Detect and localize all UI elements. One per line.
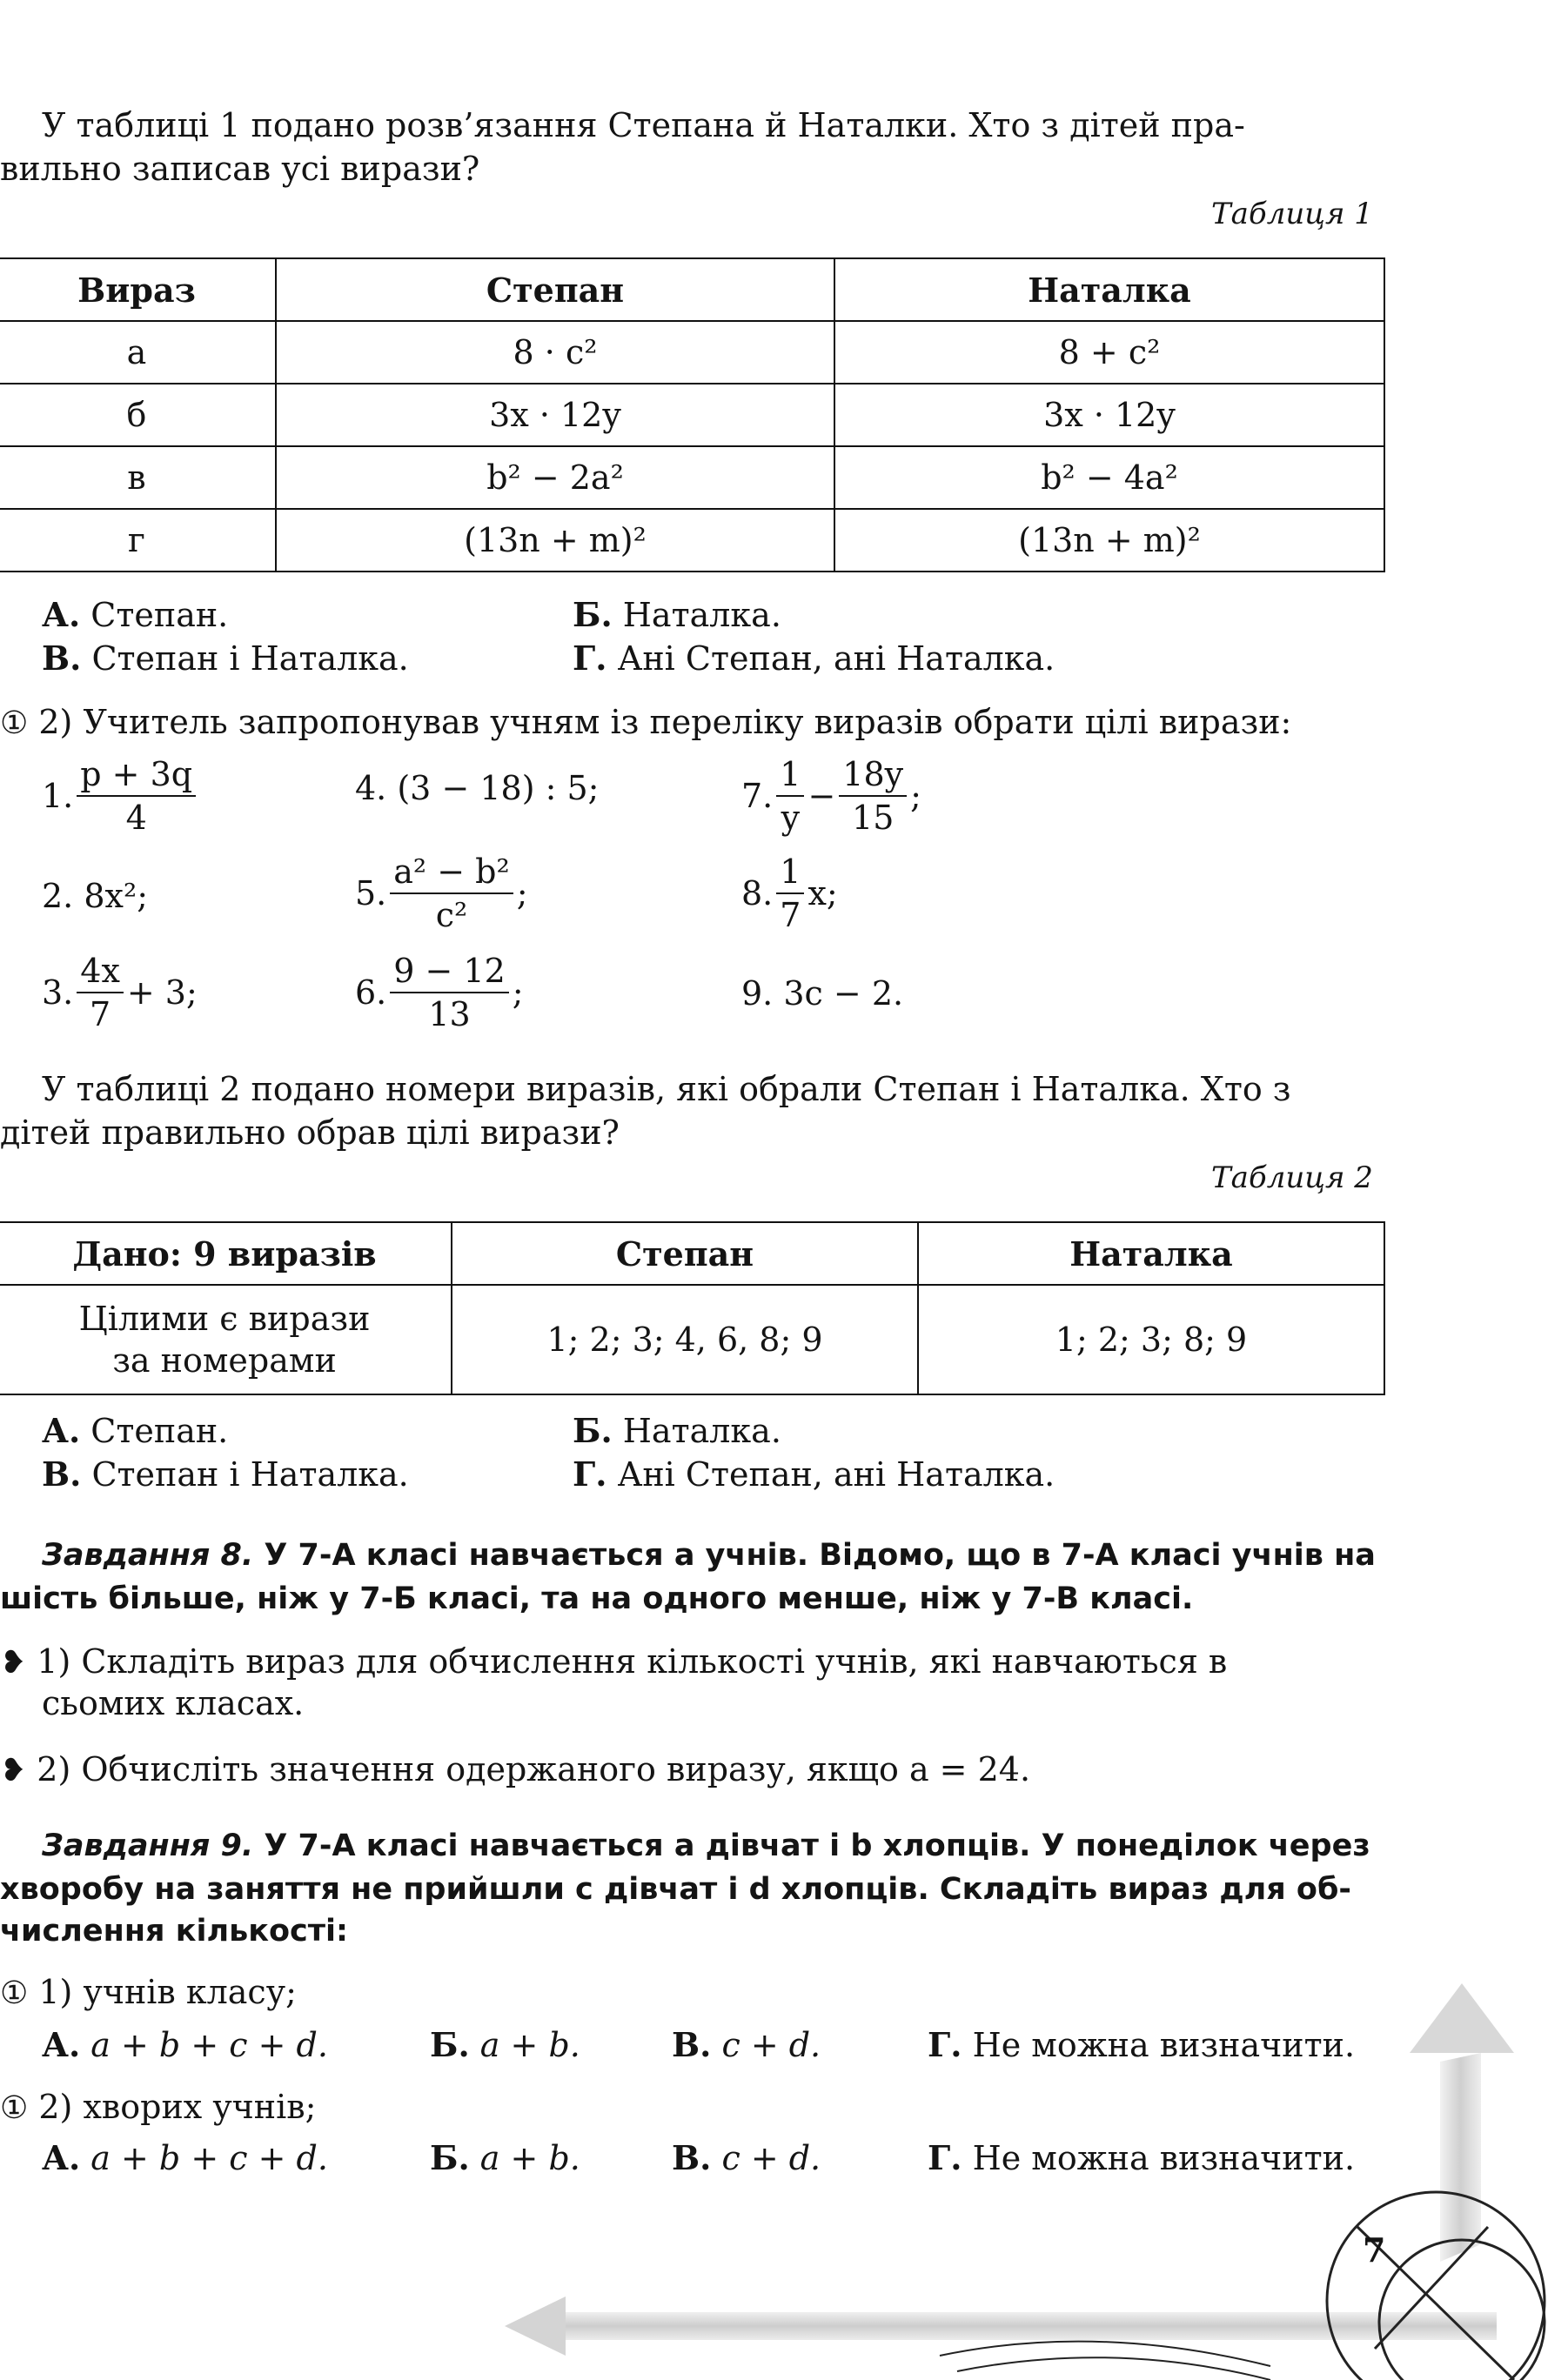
table2-row-label: Цілими є вирази за номерами <box>0 1285 452 1394</box>
table1-cell: а <box>0 321 276 384</box>
task9-q2: ① 2) хворих учнів; <box>0 2088 317 2126</box>
task9-q2-option-v: В. c + d. <box>672 2138 821 2177</box>
expression-9: 9. 3c − 2. <box>741 974 904 1013</box>
task9-line3: числення кількості: <box>0 1914 349 1949</box>
expression-4: 4. (3 − 18) : 5; <box>355 769 600 807</box>
task9-q2-option-g: Г. Не можна визначити. <box>928 2138 1356 2177</box>
table-row <box>0 384 1384 446</box>
q2-line: ① 2) Учитель запропонував учням із переліку виразів обрати цілі вирази: <box>0 703 1292 741</box>
table-row <box>0 446 1384 509</box>
expression-7: 7. $\frac{1}{y}$ − $\frac{18y}{15}$ ; <box>741 755 921 837</box>
discussion-icon: ❥ <box>0 1753 27 1788</box>
table1-header-stepan: Степан <box>276 258 834 321</box>
expression-2: 2. 8x²; <box>42 877 149 915</box>
intro2-line2: дітей правильно обрав цілі вирази? <box>0 1113 620 1152</box>
table2-header-natalka: Наталка <box>918 1222 1384 1285</box>
vertical-arrow-shaft <box>1440 2053 1481 2262</box>
answer2-v: В. Степан і Наталка. <box>42 1454 409 1494</box>
answer2-b: Б. Наталка. <box>573 1411 781 1450</box>
expression-6: 6. $\frac{9 - 12}{13}$ ; <box>355 952 524 1033</box>
swoosh-lines-icon <box>940 2342 1270 2380</box>
discussion-icon: ❥ <box>0 1645 27 1681</box>
intro2-line1: У таблиці 2 подано номери виразів, які обрали Степан і Наталка. Хто з <box>42 1070 1291 1108</box>
up-arrow-icon <box>1410 1983 1514 2053</box>
task8-q1-line1: ❥ 1) Складіть вираз для обчислення кількості учнів, які навчаються в <box>0 1642 1228 1681</box>
table1-cell: в <box>0 446 276 509</box>
table2 <box>0 1221 1385 1395</box>
table2-caption: Таблиця 2 <box>1211 1160 1373 1195</box>
task9-q2-option-a: А. a + b + c + d. <box>42 2138 328 2177</box>
expression-8: 8. $\frac{1}{7}$ x; <box>741 852 838 934</box>
table2-natalka-cell: 1; 2; 3; 8; 9 <box>918 1285 1384 1394</box>
table2-stepan-cell: 1; 2; 3; 4, 6, 8; 9 <box>452 1285 918 1394</box>
answer1-a: А. Степан. <box>42 595 229 634</box>
table1-caption: Таблиця 1 <box>1211 197 1373 231</box>
table1-header-natalka: Наталка <box>834 258 1384 321</box>
expression-5: 5. $\frac{\text{a² − b²}}{\text{c²}}$ ; <box>355 852 528 934</box>
table-row <box>0 321 1384 384</box>
circle-decoration-icon <box>1327 2192 1545 2380</box>
task9-q1-option-a: А. a + b + c + d. <box>42 2025 328 2064</box>
answer1-v: В. Степан і Наталка. <box>42 638 409 678</box>
table1-header-expr: Вираз <box>0 258 276 321</box>
table1-cell: г <box>0 509 276 572</box>
table2-header-stepan: Степан <box>452 1222 918 1285</box>
difficulty-icon: ① <box>0 1976 29 2011</box>
table1-cell: 3x · 12y <box>276 384 834 446</box>
answer2-g: Г. Ані Степан, ані Наталка. <box>573 1454 1055 1494</box>
answer1-g: Г. Ані Степан, ані Наталка. <box>573 638 1055 678</box>
left-arrow-icon <box>505 2296 566 2356</box>
table2-header-given: Дано: 9 виразів <box>0 1222 452 1285</box>
table1 <box>0 257 1385 572</box>
task8-line2: шість більше, ніж у 7-Б класі, та на одного менше, ніж у 7-В класі. <box>0 1581 1194 1616</box>
task8-line1: Завдання 8. У 7-А класі навчається a учнів. Відомо, що в 7-А класі учнів на <box>42 1538 1376 1573</box>
task9-q1-option-g: Г. Не можна визначити. <box>928 2025 1356 2064</box>
table1-cell: 8 + c² <box>834 321 1384 384</box>
task9-line1: Завдання 9. У 7-А класі навчається a дівчат і b хлопців. У понеділок через <box>42 1828 1370 1863</box>
answer2-a: А. Степан. <box>42 1411 229 1450</box>
difficulty-icon: ① <box>0 705 29 741</box>
table1-cell: (13n + m)² <box>276 509 834 572</box>
page-corner-decoration <box>487 1566 1568 2380</box>
table-row <box>0 1285 1384 1394</box>
table-row <box>0 509 1384 572</box>
intro1-line1: У таблиці 1 подано розв’язання Степана й Наталки. Хто з дітей пра- <box>42 106 1245 144</box>
answer1-b: Б. Наталка. <box>573 595 781 634</box>
expression-3: 3. $\frac{4x}{7}$ + 3; <box>42 952 198 1033</box>
intro1-line2: вильно записав усі вирази? <box>0 150 480 188</box>
task8-q1-line2: сьомих класах. <box>42 1684 305 1722</box>
task9-q1-option-b: Б. a + b. <box>430 2025 580 2064</box>
table1-cell: 8 · c² <box>276 321 834 384</box>
expression-1: 1. $\frac{p + 3q}{4}$ <box>42 755 199 837</box>
task9-q2-option-b: Б. a + b. <box>430 2138 580 2177</box>
circle-decoration-icon <box>1379 2240 1545 2380</box>
task9-q1-option-v: В. c + d. <box>672 2025 821 2064</box>
horizontal-arrow-shaft <box>539 2312 1497 2340</box>
page-number: 7 <box>1363 2230 1386 2270</box>
task8-q2: ❥ 2) Обчисліть значення одержаного виразу, якщо a = 24. <box>0 1750 1031 1788</box>
table1-cell: b² − 2a² <box>276 446 834 509</box>
difficulty-icon: ① <box>0 2090 29 2126</box>
task9-q1: ① 1) учнів класу; <box>0 1973 297 2011</box>
table1-cell: b² − 4a² <box>834 446 1384 509</box>
table1-cell: б <box>0 384 276 446</box>
table1-cell: (13n + m)² <box>834 509 1384 572</box>
table1-cell: 3x · 12y <box>834 384 1384 446</box>
task9-line2: хворобу на заняття не прийшли c дівчат і d хлопців. Складіть вираз для об- <box>0 1872 1351 1907</box>
